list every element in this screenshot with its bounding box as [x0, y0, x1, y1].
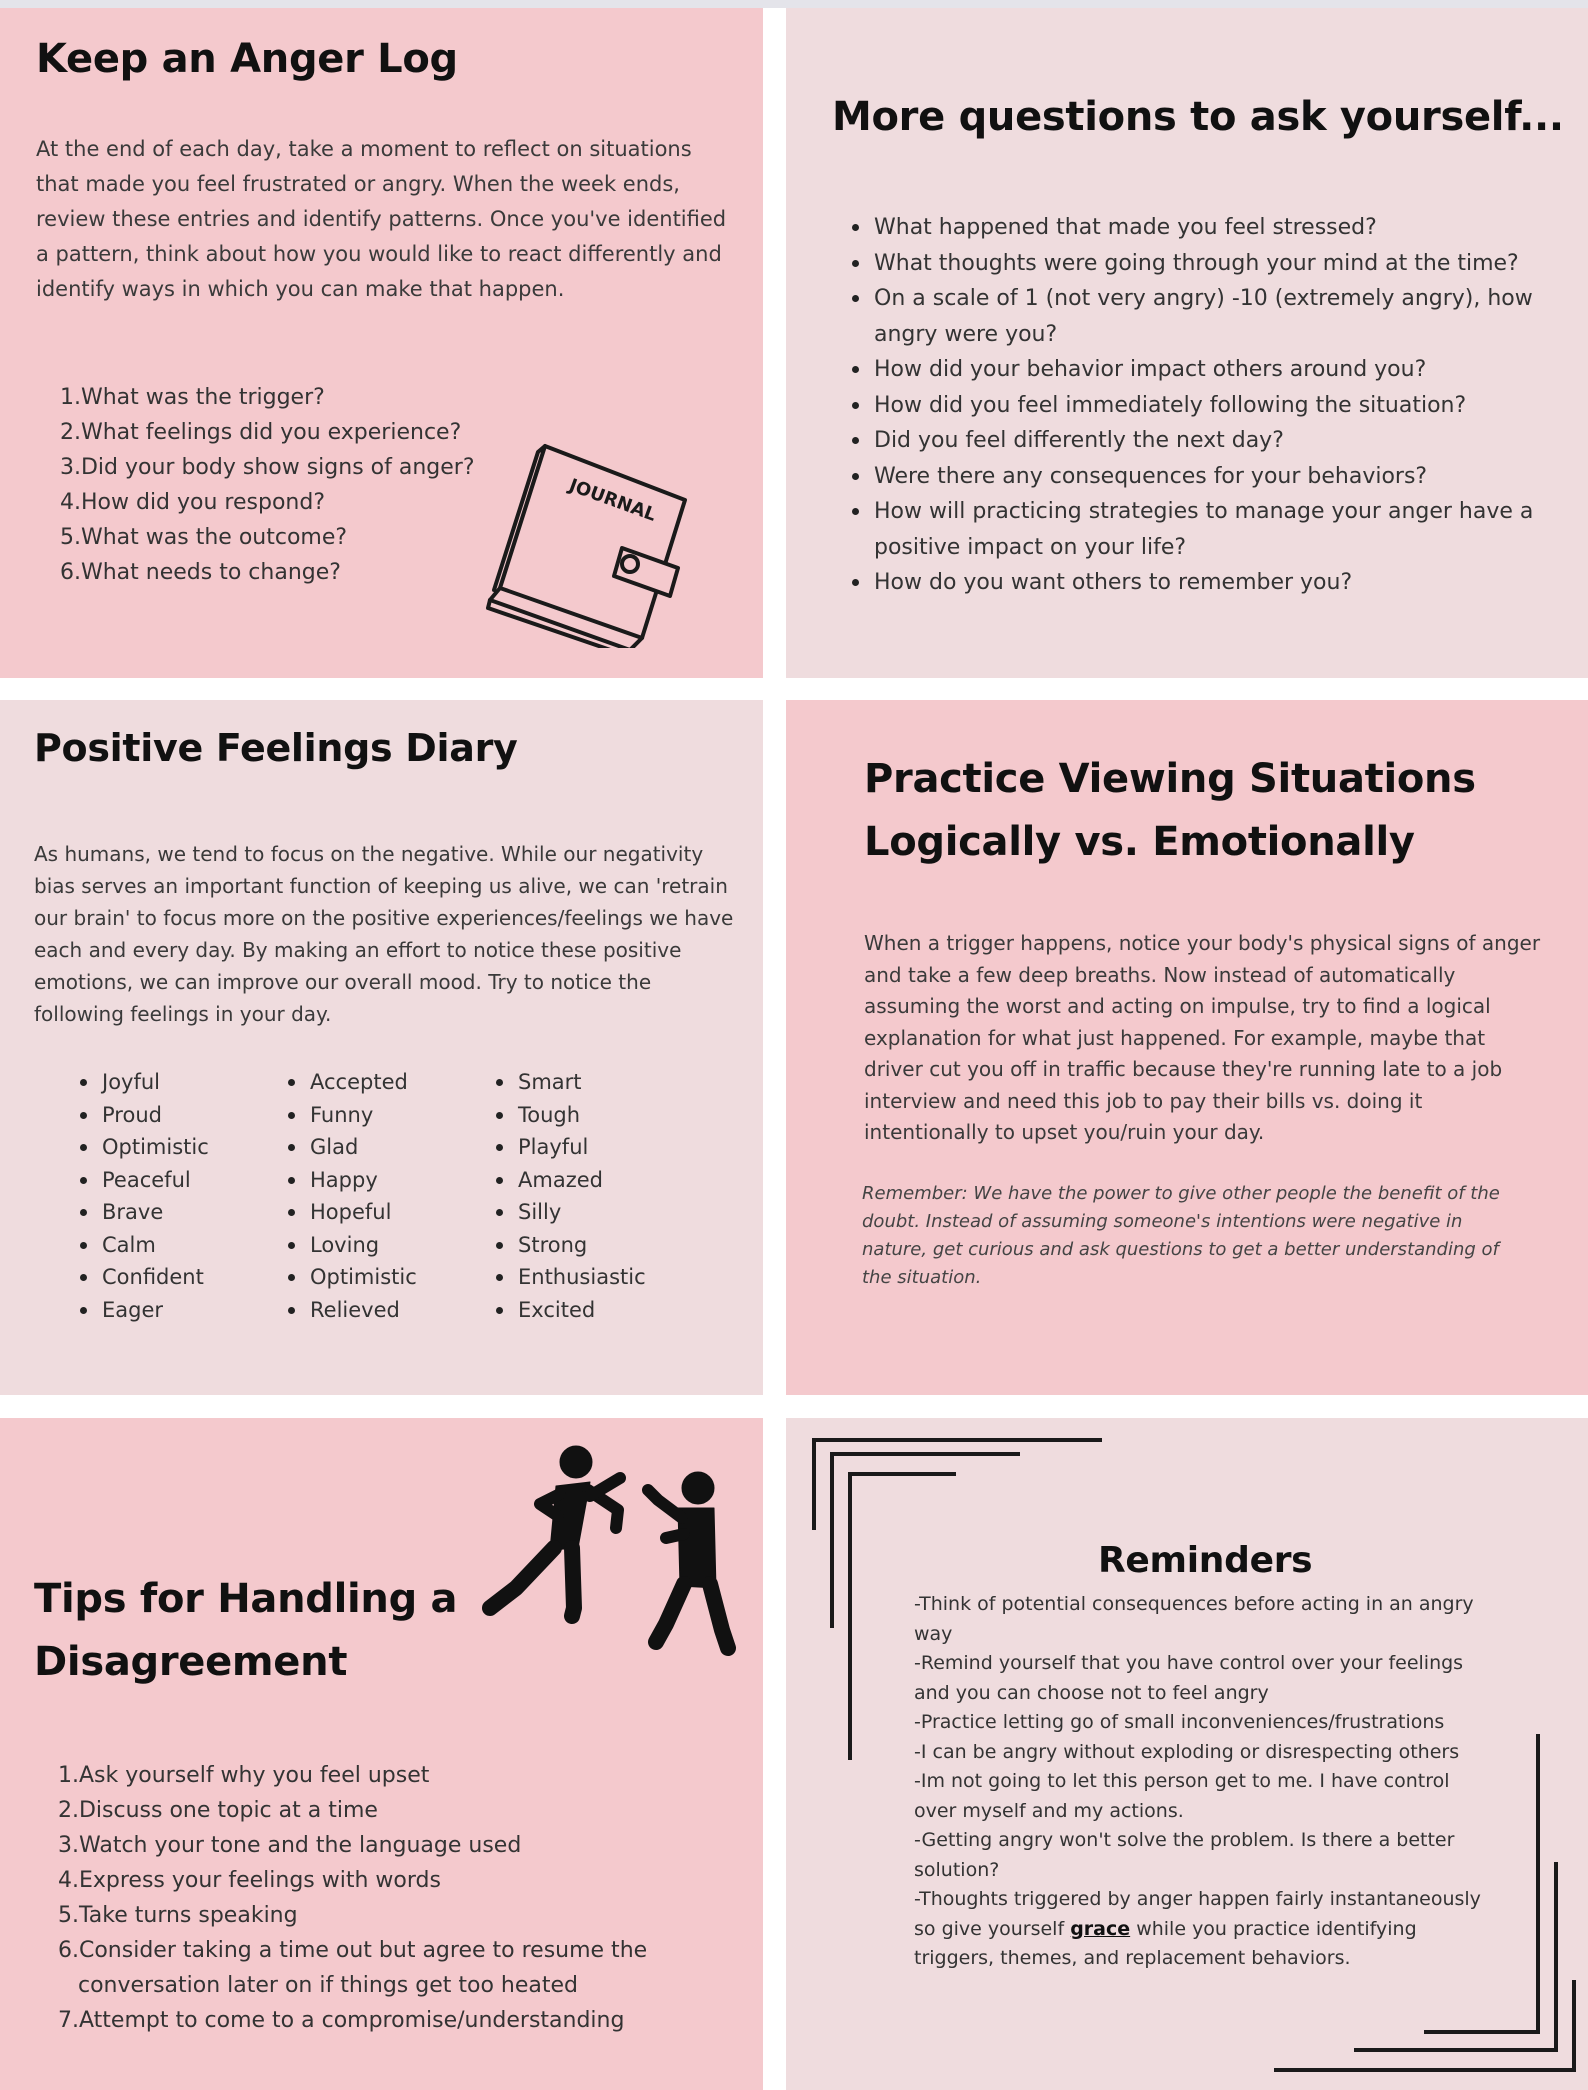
- list-item: Brave: [76, 1196, 209, 1229]
- list-item: Peaceful: [76, 1164, 209, 1197]
- reminder-last-prefix: -Thoughts triggered by anger happen fairly instantaneously so give yourself: [914, 1888, 1481, 1940]
- journal-icon: [470, 428, 700, 648]
- reminders-list: [914, 1590, 1494, 1974]
- list-item: How do you want others to remember you?: [848, 565, 1578, 601]
- list-item: 2.What feelings did you experience?: [60, 420, 462, 445]
- list-item: Accepted: [284, 1066, 417, 1099]
- list-item: 7.Attempt to come to a compromise/understanding: [58, 2008, 625, 2033]
- list-item: Enthusiastic: [492, 1261, 646, 1294]
- reminder-last-suffix: while you practice identifying triggers, themes, and replacement behaviors.: [914, 1917, 1417, 1969]
- more-questions-list: [848, 210, 1578, 601]
- disagreement-title-line-1: Tips for Handling a: [34, 1576, 458, 1622]
- positive-diary-title: Positive Feelings Diary: [34, 726, 518, 770]
- list-item: How did your behavior impact others around you?: [848, 352, 1578, 388]
- top-strip: [0, 0, 1588, 8]
- list-item: -Practice letting go of small inconveniences/frustrations: [914, 1711, 1445, 1733]
- list-item: Loving: [284, 1229, 417, 1262]
- list-item: Strong: [492, 1229, 646, 1262]
- anger-log-questions: [60, 380, 475, 590]
- positive-diary-intro: As humans, we tend to focus on the negative. While our negativity bias serves an important function of keeping us alive, we can 'retrain our brain' to focus more on the positive experiences/feelings we have each and every day. By making an effort to notice these positive emotions, we can improve our overall mood. Try to notice the following feelings in your day.: [34, 842, 734, 1026]
- list-item: 4.Express your feelings with words: [58, 1868, 441, 1893]
- feelings-column-1: [76, 1066, 209, 1326]
- list-item: Joyful: [76, 1066, 209, 1099]
- list-item: 5.What was the outcome?: [60, 525, 348, 550]
- list-item: 1.What was the trigger?: [60, 385, 325, 410]
- logic-title-line-2: Logically vs. Emotionally: [864, 819, 1415, 865]
- disagreement-tips: [58, 1758, 718, 2038]
- list-item: 6.Consider taking a time out but agree to resume the conversation later on if things get too heated: [58, 1938, 648, 1998]
- logic-body: When a trigger happens, notice your body's physical signs of anger and take a few deep breaths. Now instead of automatically assuming the worst and acting on impulse, try to find a logical explanation for what just happened. For example, maybe that driver cut you off in traffic because they're running late to a job interview and need this job to pay their bills vs. doing it intentionally to upset you/ruin your day.: [864, 931, 1541, 1144]
- list-item: 6.What needs to change?: [60, 560, 341, 585]
- anger-log-intro: At the end of each day, take a moment to reflect on situations that made you feel frustrated or angry. When the week ends, review these entries and identify patterns. Once you've identified a pattern, think about how you would like to react differently and identify ways in which you can make that happen.: [36, 137, 727, 301]
- list-item: Relieved: [284, 1294, 417, 1327]
- list-item: 2.Discuss one topic at a time: [58, 1798, 378, 1823]
- list-item: Silly: [492, 1196, 646, 1229]
- list-item: Amazed: [492, 1164, 646, 1197]
- list-item: Eager: [76, 1294, 209, 1327]
- list-item: How will practicing strategies to manage your anger have a positive impact on your life?: [848, 494, 1578, 565]
- list-item: What thoughts were going through your mind at the time?: [848, 246, 1578, 282]
- feelings-column-2: [284, 1066, 417, 1326]
- disagreement-panel: [0, 1418, 763, 2090]
- list-item: Optimistic: [284, 1261, 417, 1294]
- list-item: Playful: [492, 1131, 646, 1164]
- arguing-figures-icon: [470, 1438, 750, 1668]
- disagreement-title-line-2: Disagreement: [34, 1639, 348, 1685]
- list-item: Excited: [492, 1294, 646, 1327]
- feelings-column-3: [492, 1066, 646, 1326]
- more-questions-title: More questions to ask yourself...: [832, 94, 1564, 140]
- list-item: Happy: [284, 1164, 417, 1197]
- list-item: 1.Ask yourself why you feel upset: [58, 1763, 430, 1788]
- list-item: Optimistic: [76, 1131, 209, 1164]
- list-item: -Remind yourself that you have control over your feelings and you can choose not to feel angry: [914, 1652, 1464, 1704]
- list-item: Confident: [76, 1261, 209, 1294]
- list-item: -Think of potential consequences before acting in an angry way: [914, 1593, 1474, 1645]
- positive-diary-panel: [0, 700, 763, 1395]
- list-item: Calm: [76, 1229, 209, 1262]
- list-item: Smart: [492, 1066, 646, 1099]
- list-item: Were there any consequences for your behaviors?: [848, 459, 1578, 495]
- list-item: 3.Did your body show signs of anger?: [60, 455, 475, 480]
- journal-label: JOURNAL: [566, 474, 659, 526]
- list-item: 5.Take turns speaking: [58, 1903, 298, 1928]
- anger-log-title: Keep an Anger Log: [36, 36, 458, 82]
- disagreement-title: [34, 1568, 457, 1694]
- list-item: Proud: [76, 1099, 209, 1132]
- list-item: Glad: [284, 1131, 417, 1164]
- list-item: 3.Watch your tone and the language used: [58, 1833, 522, 1858]
- list-item: Did you feel differently the next day?: [848, 423, 1578, 459]
- list-item: How did you feel immediately following the situation?: [848, 388, 1578, 424]
- list-item: On a scale of 1 (not very angry) -10 (extremely angry), how angry were you?: [848, 281, 1578, 352]
- anger-log-panel: [0, 8, 763, 678]
- list-item: What happened that made you feel stressed?: [848, 210, 1578, 246]
- reminders-title: Reminders: [1098, 1540, 1313, 1581]
- logic-title-line-1: Practice Viewing Situations: [864, 756, 1476, 802]
- list-item: -Getting angry won't solve the problem. Is there a better solution?: [914, 1829, 1455, 1881]
- list-item: Funny: [284, 1099, 417, 1132]
- list-item: -Im not going to let this person get to me. I have control over myself and my actions.: [914, 1770, 1450, 1822]
- list-item: Hopeful: [284, 1196, 417, 1229]
- list-item: -I can be angry without exploding or disrespecting others: [914, 1740, 1460, 1763]
- logic-title: [864, 748, 1476, 874]
- list-item: Tough: [492, 1099, 646, 1132]
- remember-note: Remember: We have the power to give other people the benefit of the doubt. Instead of assuming someone's intentions were negative in nature, get curious and ask questions to get a better understanding of the situation.: [862, 1183, 1500, 1288]
- grace-emphasis: grace: [1070, 1917, 1131, 1940]
- list-item: [914, 1885, 1494, 1974]
- list-item: 4.How did you respond?: [60, 490, 325, 515]
